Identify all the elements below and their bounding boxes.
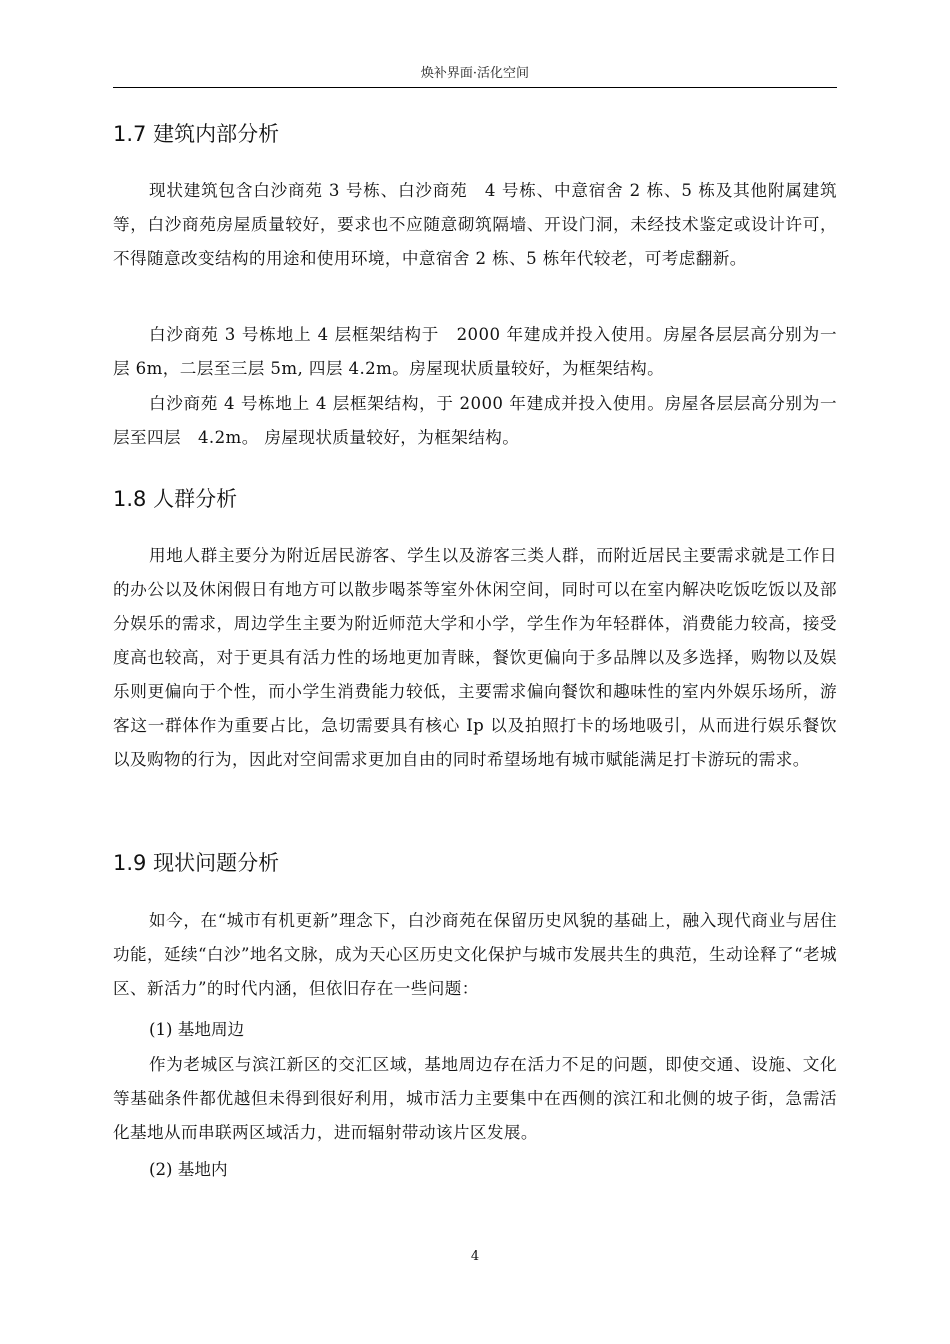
header-rule [113, 87, 837, 88]
running-header: 焕补界面·活化空间 [420, 66, 530, 81]
page-number: 4 [470, 1249, 480, 1264]
paragraph-building-4: 白沙商苑 4 号栋地上 4 层框架结构，于 2000 年建成并投入使用。房屋各层层高分别为一层至四层 4.2m。 房屋现状质量较好，为框架结构。 [113, 394, 837, 447]
paragraph-problem-intro: 如今，在“城市有机更新”理念下，白沙商苑在保留历史风貌的基础上，融入现代商业与居住功能，延续“白沙”地名文脉，成为天心区历史文化保护与城市发展共生的典范，生动诠释了“老城区、新活力”的时代内涵，但依旧存在一些问题： [113, 911, 837, 998]
section-heading-1-9: 1.9 现状问题分析 [113, 851, 280, 875]
paragraph-building-3: 白沙商苑 3 号栋地上 4 层框架结构于 2000 年建成并投入使用。房屋各层层高分别为一层 6m，二层至三层 5m, 四层 4.2m。房屋现状质量较好，为框架结构。 [113, 325, 837, 378]
section-heading-1-8: 1.8 人群分析 [113, 487, 238, 511]
list-item-site-interior: (2) 基地内 [149, 1160, 228, 1179]
section-heading-1-7: 1.7 建筑内部分析 [113, 122, 280, 146]
paragraph-crowd-analysis: 用地人群主要分为附近居民游客、学生以及游客三类人群，而附近居民主要需求就是工作日的办公以及休闲假日有地方可以散步喝茶等室外休闲空间，同时可以在室内解决吃饭吃饭以及部分娱乐的需求，周边学生主要为附近师范大学和小学，学生作为年轻群体，消费能力较高，接受度高也较高，对于更具有活力性的场地更加青睐，餐饮更偏向于多品牌以及多选择，购物以及娱乐则更偏向于个性，而小学生消费能力较低，主要需求偏向餐饮和趣味性的室内外娱乐场所，游客这一群体作为重要占比，急切需要具有核心 Ip 以及拍照打卡的场地吸引，从而进行娱乐餐饮以及购物的行为，因此对空间需求更加自由的同时希望场地有城市赋能满足打卡游玩的需求。 [113, 546, 837, 769]
list-item-site-surroundings: (1) 基地周边 [149, 1020, 245, 1039]
paragraph-site-surroundings: 作为老城区与滨江新区的交汇区域，基地周边存在活力不足的问题，即使交通、设施、文化等基础条件都优越但未得到很好利用，城市活力主要集中在西侧的滨江和北侧的坡子街，急需活化基地从而串联两区域活力，进而辐射带动该片区发展。 [113, 1055, 837, 1142]
paragraph-building-overview: 现状建筑包含白沙商苑 3 号栋、白沙商苑 4 号栋、中意宿舍 2 栋、5 栋及其他附属建筑等，白沙商苑房屋质量较好，要求也不应随意砌筑隔墙、开设门洞，未经技术鉴定或设计许可，不得随意改变结构的用途和使用环境，中意宿舍 2 栋、5 栋年代较老，可考虑翻新。 [113, 181, 837, 268]
